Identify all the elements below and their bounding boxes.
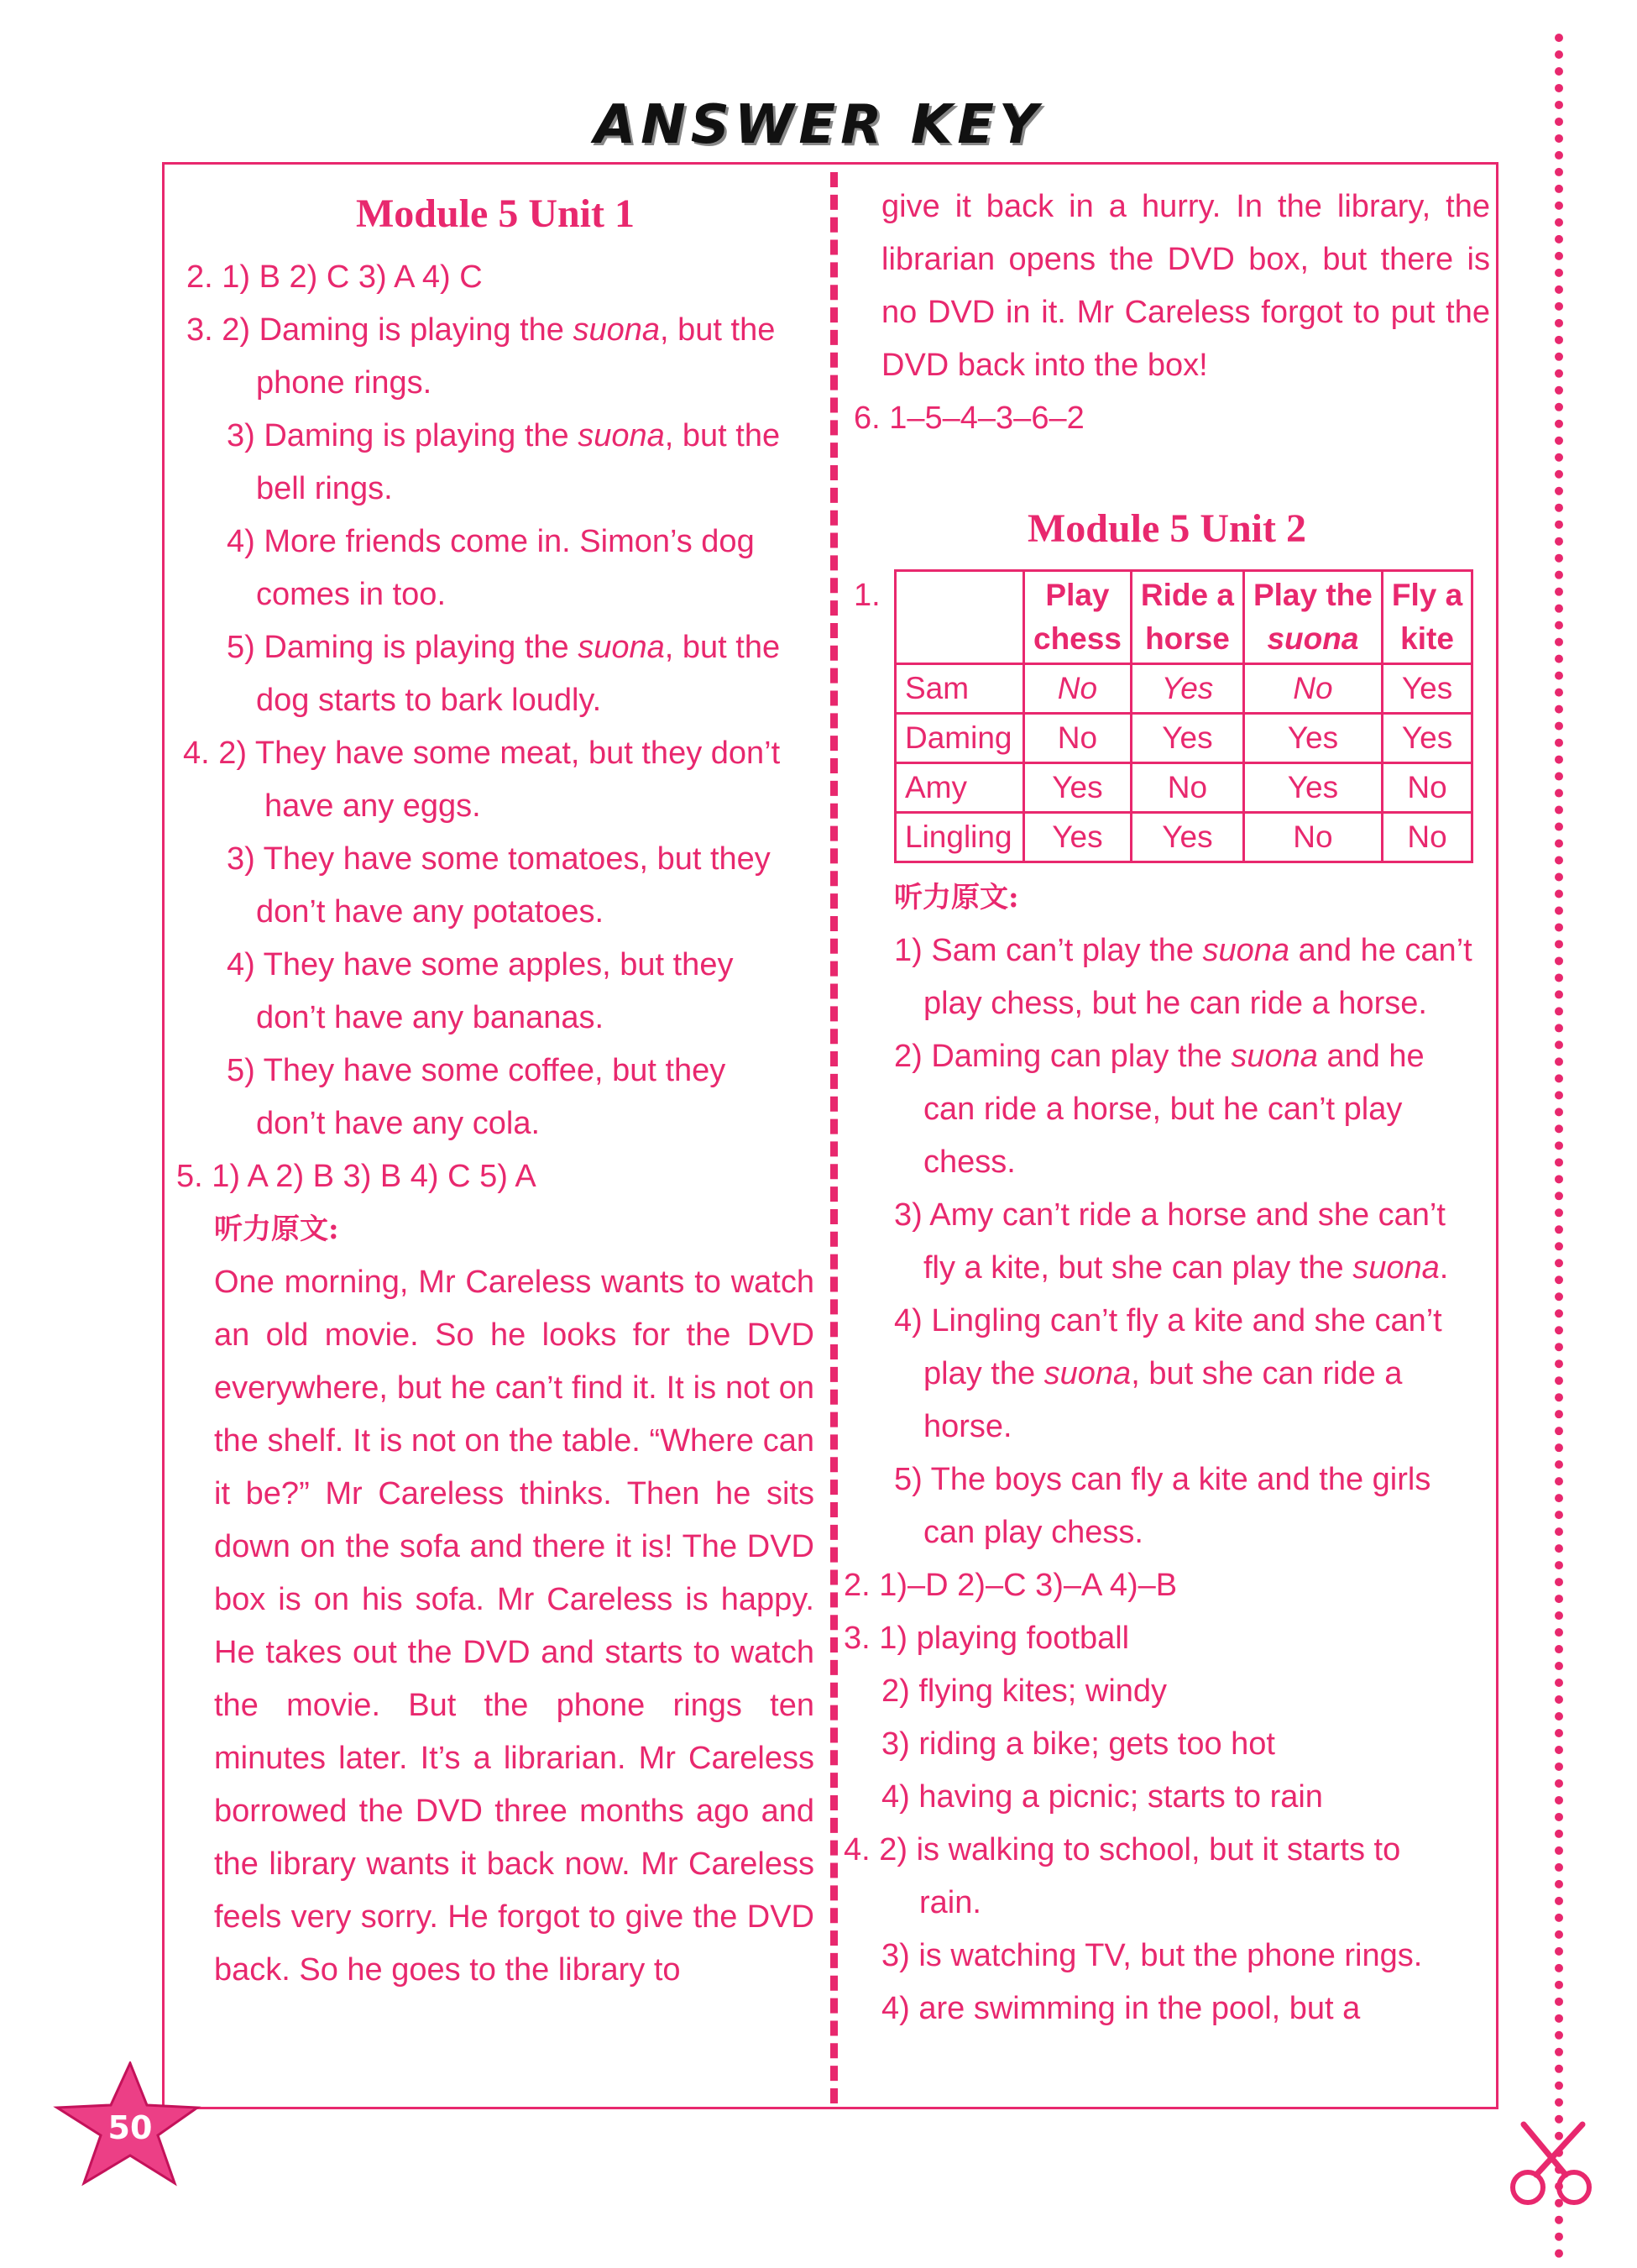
table-row — [896, 664, 1472, 714]
table-row — [896, 714, 1472, 763]
answer-line: 3. 2) Daming is playing the suona, but the — [186, 312, 776, 348]
answer-line: don’t have any potatoes. — [256, 894, 604, 930]
table-cell: No — [1024, 714, 1132, 763]
table-cell: Yes — [1382, 714, 1472, 763]
script-line: 4) Lingling can’t fly a kite and she can’t — [894, 1303, 1442, 1338]
page-number-star — [50, 2061, 201, 2187]
answer-line: 2. 1)–D 2)–C 3)–A 4)–B — [844, 1568, 1178, 1603]
answer-line: rain. — [919, 1885, 981, 1920]
script-line: fly a kite, but she can play the suona. — [923, 1250, 1449, 1286]
script-line: 5) The boys can fly a kite and the girls — [894, 1462, 1431, 1497]
answer-line: 4) More friends come in. Simon’s dog — [227, 524, 755, 559]
q4-answers — [844, 1824, 1490, 2035]
answer-line: comes in too. — [256, 577, 446, 612]
listening-label: 听力原文: — [894, 881, 1019, 914]
table-cell: Sam — [896, 664, 1024, 714]
answer-line: 2) flying kites; windy — [881, 1674, 1168, 1709]
table-cell: Yes — [1243, 763, 1382, 813]
cut-line — [1555, 34, 1563, 2259]
table-row — [896, 763, 1472, 813]
script-line: can play chess. — [923, 1515, 1143, 1550]
answer-line: 5) They have some coffee, but they — [227, 1053, 726, 1088]
table-header-row — [896, 571, 1472, 664]
script-line: 2) Daming can play the suona and he — [894, 1039, 1425, 1074]
table-cell: No — [1243, 664, 1382, 714]
listening-passage-continued: give it back in a hurry. In the library, the librarian opens the DVD box, but there is no DVD in it. Mr Careless forgot to put the DVD back into the box! — [881, 189, 1490, 383]
table-cell: Yes — [1131, 813, 1243, 862]
table-cell: No — [1382, 813, 1472, 862]
script-line: chess. — [923, 1144, 1016, 1180]
answer-line: 6. 1–5–4–3–6–2 — [854, 401, 1085, 436]
listening-label: 听力原文: — [214, 1213, 339, 1246]
right-column — [844, 181, 1490, 2035]
table-cell: Daming — [896, 714, 1024, 763]
table-cell: No — [1243, 813, 1382, 862]
answer-line: dog starts to bark loudly. — [256, 683, 602, 718]
answer-line: 3. 1) playing football — [844, 1621, 1130, 1656]
table-header-cell: Fly a kite — [1382, 571, 1472, 664]
page-title: ANSWER KEY — [594, 94, 1043, 156]
answer-line: 4) are swimming in the pool, but a — [881, 1991, 1361, 2026]
answer-line: 3) riding a bike; gets too hot — [881, 1726, 1275, 1762]
table-header-cell: Play chess — [1024, 571, 1132, 664]
unit-heading: Module 5 Unit 1 — [355, 191, 635, 236]
script-line: can ride a horse, but he can’t play — [923, 1092, 1403, 1127]
answer-line: 5) Daming is playing the suona, but the — [227, 630, 781, 665]
answer-line: 4. 2) is walking to school, but it starts to — [844, 1832, 1401, 1867]
table-cell: No — [1382, 763, 1472, 813]
script-line: play chess, but he can ride a horse. — [923, 986, 1427, 1021]
q1-table-block — [844, 569, 1490, 863]
answer-line: bell rings. — [256, 471, 393, 506]
script-line: 1) Sam can’t play the suona and he can’t — [894, 933, 1472, 968]
page-number: 50 — [107, 2109, 153, 2146]
answer-line: 2. 1) B 2) C 3) A 4) C — [186, 259, 483, 295]
table-cell: Yes — [1131, 714, 1243, 763]
listening-script — [844, 924, 1490, 1559]
table-row — [896, 813, 1472, 862]
table-header-cell: Play the suona — [1243, 571, 1382, 664]
table-cell: Yes — [1382, 664, 1472, 714]
script-line: horse. — [923, 1409, 1012, 1444]
answer-line: 5. 1) A 2) B 3) B 4) C 5) A — [176, 1159, 536, 1194]
question-number: 1. — [854, 578, 881, 613]
table-cell: Yes — [1243, 714, 1382, 763]
answer-line: don’t have any bananas. — [256, 1000, 604, 1035]
answer-line: 4. 2) They have some meat, but they don’t — [183, 736, 781, 771]
answer-line: 4) They have some apples, but they — [227, 947, 734, 982]
table-cell: Amy — [896, 763, 1024, 813]
script-line: 3) Amy can’t ride a horse and she can’t — [894, 1197, 1446, 1233]
table-cell: No — [1131, 763, 1243, 813]
q3-answers — [844, 1612, 1490, 1824]
script-line: play the suona, but she can ride a — [923, 1356, 1403, 1391]
left-column — [176, 181, 814, 1997]
answer-line: 3) is watching TV, but the phone rings. — [881, 1938, 1423, 1973]
answer-line: phone rings. — [256, 365, 432, 401]
answer-line: 4) having a picnic; starts to rain — [881, 1779, 1323, 1815]
q4-answers — [176, 727, 814, 1150]
table-cell: No — [1024, 664, 1132, 714]
table-cell: Yes — [1024, 813, 1132, 862]
answer-line: don’t have any cola. — [256, 1106, 541, 1141]
answer-line: 3) They have some tomatoes, but they — [227, 841, 771, 877]
table-cell: Yes — [1131, 664, 1243, 714]
answer-line: have any eggs. — [264, 788, 481, 824]
ability-table — [894, 569, 1473, 863]
column-divider — [830, 172, 838, 2103]
table-cell: Lingling — [896, 813, 1024, 862]
answer-line: 3) Daming is playing the suona, but the — [227, 418, 781, 453]
q3-answers — [176, 304, 814, 727]
unit-heading: Module 5 Unit 2 — [1027, 506, 1306, 551]
scissors-icon — [1503, 2116, 1612, 2208]
table-cell: Yes — [1024, 763, 1132, 813]
listening-passage: One morning, Mr Careless wants to watch an old movie. So he looks for the DVD everywhere, but he can’t find it. It is not on the shelf. It is not on the table. “Where can it be?” Mr Careless thinks. Then he sits down on the sofa and there it is! The DVD box is on his sofa. Mr Careless is happy. He takes out the DVD and starts to watch the movie. But the phone rings ten minutes later. It’s a librarian. Mr Careless borrowed the DVD three months ago and the library wants it back now. Mr Careless feels very sorry. He forgot to give the DVD back. So he goes to the library to — [214, 1265, 814, 1988]
table-header-cell: Ride a horse — [1131, 571, 1243, 664]
